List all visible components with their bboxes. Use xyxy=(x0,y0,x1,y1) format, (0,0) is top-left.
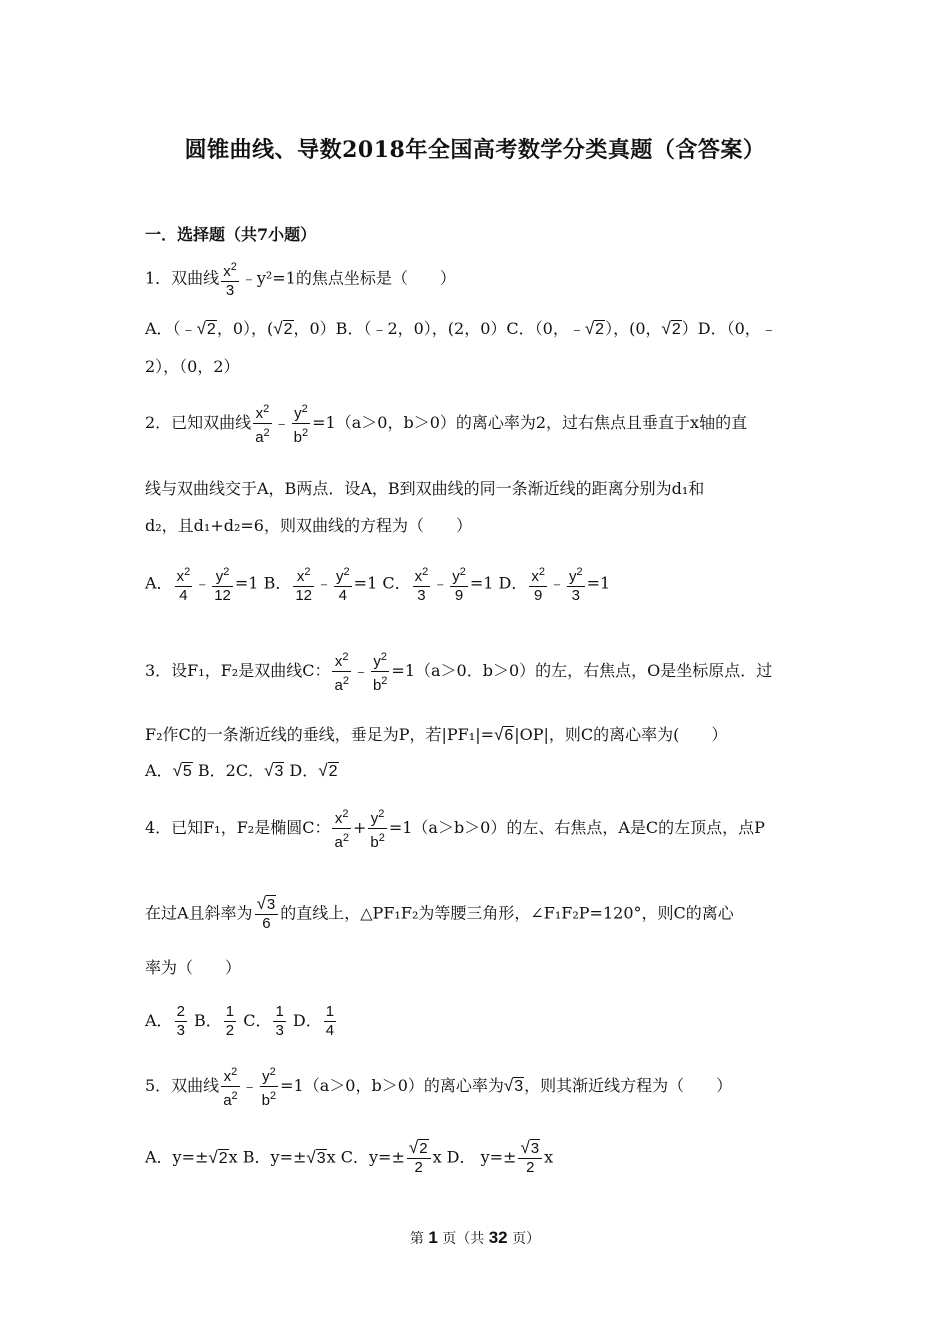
question-2-line-2: 线与双曲线交于A，B两点．设A，B到双曲线的同一条渐近线的距离分别为d₁和 xyxy=(145,479,705,498)
page-footer: 第 1 页（共 32 页） xyxy=(409,1228,541,1247)
document-title: 圆锥曲线、导数2018年全国高考数学分类真题（含答案） xyxy=(184,137,766,163)
question-3-options: A．√5 B．2C．√3 D．√2 xyxy=(145,761,338,780)
question-4-options: A． $\frac{2}{3}$ B． $\frac{1}{2}$ C． $\frac{1}{3}$ D． $\frac{1}{4}$ xyxy=(145,1003,335,1039)
question-1-options-cont: 2），（0，2） xyxy=(145,357,240,376)
fraction: $\frac{x^2}{3}$ xyxy=(223,261,237,299)
page-number: 1 xyxy=(428,1228,438,1247)
question-3-line-2: F₂作C的一条渐近线的垂线，垂足为P，若|PF₁|=√6|OP|，则C的离心率为( ） xyxy=(145,725,728,744)
question-3: 3．设F₁，F₂是双曲线C： $\frac{x^2}{a^2}$ ﹣ $\frac{y^2}{b^2}$ =1（a＞0．b＞0）的左，右焦点，O是坐标原点．过 xyxy=(145,651,773,694)
question-2: 2．已知双曲线 $\frac{x^2}{a^2}$ ﹣ $\frac{y^2}{b^2}$ =1（a＞0，b＞0）的离心率为2，过右焦点且垂直于x轴的直 xyxy=(145,403,748,446)
question-4-line-2: 在过A且斜率为 $\frac{√3}{6}$ 的直线上，△PF₁F₂为等腰三角形，∠F₁F₂P=120°，则C的离心 xyxy=(145,894,734,932)
question-1: 1．双曲线 $\frac{x^2}{3}$ ﹣y²=1的焦点坐标是（ ） xyxy=(145,258,456,300)
question-2-options: A． $\frac{x^2}{4}$ ﹣ $\frac{y^2}{12}$ =1 B． $\frac{x^2}{12}$ ﹣ $\frac{y^2}{4}$ =1 C． $\frac{x^2}{3}$ ﹣ $\frac{y^2}{9}$ =1 D． $\frac{x^2}{9}$ ﹣ $\frac{y^2}{3}$ =1 xyxy=(145,566,611,604)
question-5-options: A．y=±√2x B．y=±√3x C．y=± $\frac{√2}{2}$ x D． y=± $\frac{√3}{2}$ x xyxy=(145,1138,554,1176)
question-4: 4．已知F₁，F₂是椭圆C： $\frac{x^2}{a^2}$ + $\frac{y^2}{b^2}$ =1（a＞b＞0）的左、右焦点，A是C的左顶点，点P xyxy=(145,808,765,851)
section-heading: 一．选择题（共7小题） xyxy=(145,225,317,244)
question-1-options: A．（﹣√2，0），(√2，0）B．（﹣2，0），(2，0）C．（0，﹣√2），(0，√2）D．（0，﹣ xyxy=(145,319,777,338)
question-2-line-3: d₂，且d₁+d₂=6，则双曲线的方程为（ ） xyxy=(145,516,472,535)
page-total: 32 xyxy=(488,1228,508,1247)
question-5: 5．双曲线 $\frac{x^2}{a^2}$ ﹣ $\frac{y^2}{b^2}$ =1（a＞0，b＞0）的离心率为√3，则其渐近线方程为（ ） xyxy=(145,1066,733,1109)
question-4-line-3: 率为（ ） xyxy=(145,958,242,977)
